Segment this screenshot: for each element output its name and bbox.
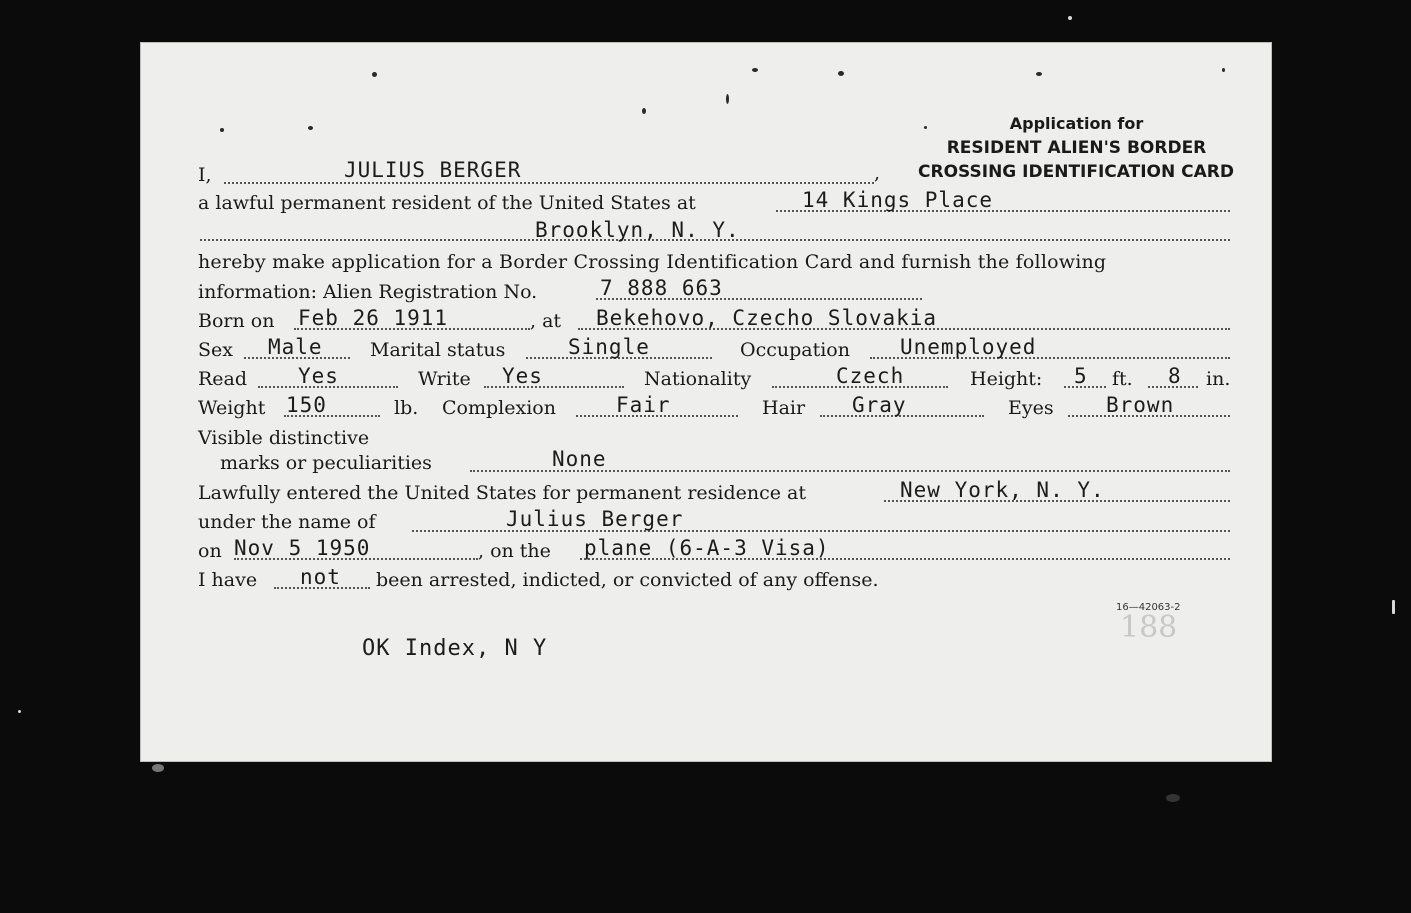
marks-value: None (552, 447, 607, 471)
label-on-the: , on the (478, 540, 551, 562)
label-i: I, (198, 164, 212, 186)
label-resident-at: a lawful permanent resident of the United States at (198, 192, 696, 214)
dust-speck (18, 710, 21, 713)
label-eyes: Eyes (1008, 397, 1054, 419)
read-value: Yes (298, 364, 339, 388)
speck (924, 126, 927, 129)
label-i-have: I have (198, 569, 258, 591)
label-occupation: Occupation (740, 339, 850, 361)
label-sex: Sex (198, 339, 233, 361)
hair-value: Gray (852, 393, 907, 417)
entry-port: New York, N. Y. (900, 478, 1105, 502)
address-line2: Brooklyn, N. Y. (535, 218, 740, 242)
faded-stamp-number: 188 (1120, 610, 1178, 645)
label-lawfully-entered: Lawfully entered the United States for permanent residence at (198, 482, 807, 504)
nationality-value: Czech (836, 364, 905, 388)
speck (1036, 72, 1042, 76)
entry-name: Julius Berger (506, 507, 684, 531)
label-in: in. (1206, 368, 1231, 390)
speck (308, 126, 313, 130)
dust-speck (1392, 600, 1395, 614)
height-feet: 5 (1074, 364, 1088, 388)
birth-place: Bekehovo, Czecho Slovakia (596, 306, 938, 330)
birth-date: Feb 26 1911 (298, 306, 449, 330)
label-height: Height: (970, 368, 1043, 390)
label-read: Read (198, 368, 248, 390)
speck (220, 128, 224, 132)
speck (838, 71, 844, 76)
dust-speck (1068, 16, 1072, 20)
label-marks-peculiarities: marks or peculiarities (220, 452, 432, 474)
eyes-value: Brown (1106, 393, 1175, 417)
border-crossing-card (140, 42, 1272, 762)
label-under-name: under the name of (198, 511, 376, 533)
label-marital-status: Marital status (370, 339, 506, 361)
label-comma: , (874, 162, 881, 184)
label-complexion: Complexion (442, 397, 556, 419)
label-arrested-statement: been arrested, indicted, or convicted of any offense. (376, 569, 879, 591)
form-title-line2: RESIDENT ALIEN'S BORDER (946, 138, 1207, 158)
dust-speck (152, 764, 164, 772)
label-lb: lb. (394, 397, 419, 419)
form-title-line3: CROSSING IDENTIFICATION CARD (918, 162, 1234, 182)
applicant-name: JULIUS BERGER (344, 158, 522, 182)
speck (642, 108, 646, 114)
write-value: Yes (502, 364, 543, 388)
height-inches: 8 (1168, 364, 1182, 388)
form-number: 16—42063-2 (1116, 602, 1181, 613)
entry-date: Nov 5 1950 (234, 536, 371, 560)
dust-speck (1166, 794, 1180, 802)
label-born-on: Born on (198, 310, 275, 332)
label-hereby: hereby make application for a Border Crossing Identification Card and furnish the following (198, 251, 1107, 273)
index-annotation: OK Index, N Y (362, 636, 548, 661)
label-hair: Hair (762, 397, 806, 419)
sex-value: Male (268, 335, 323, 359)
weight-value: 150 (286, 393, 327, 417)
marital-status-value: Single (568, 335, 650, 359)
occupation-value: Unemployed (900, 335, 1037, 359)
speck (752, 68, 758, 72)
complexion-value: Fair (616, 393, 671, 417)
speck (372, 72, 377, 77)
label-write: Write (418, 368, 471, 390)
arrested-value: not (300, 565, 341, 589)
label-at: , at (530, 310, 562, 332)
label-nationality: Nationality (644, 368, 752, 390)
dotted-line (224, 182, 874, 184)
label-ft: ft. (1112, 368, 1133, 390)
speck (726, 94, 729, 104)
form-title-line1: Application for (1009, 114, 1144, 133)
entry-means: plane (6-A-3 Visa) (584, 536, 830, 560)
label-visible-distinctive: Visible distinctive (198, 427, 370, 449)
label-weight: Weight (198, 397, 266, 419)
speck (1222, 68, 1225, 72)
address-line1: 14 Kings Place (802, 188, 994, 212)
label-alien-reg: information: Alien Registration No. (198, 281, 538, 303)
alien-registration-number: 7 888 663 (600, 276, 723, 300)
label-on: on (198, 540, 222, 562)
